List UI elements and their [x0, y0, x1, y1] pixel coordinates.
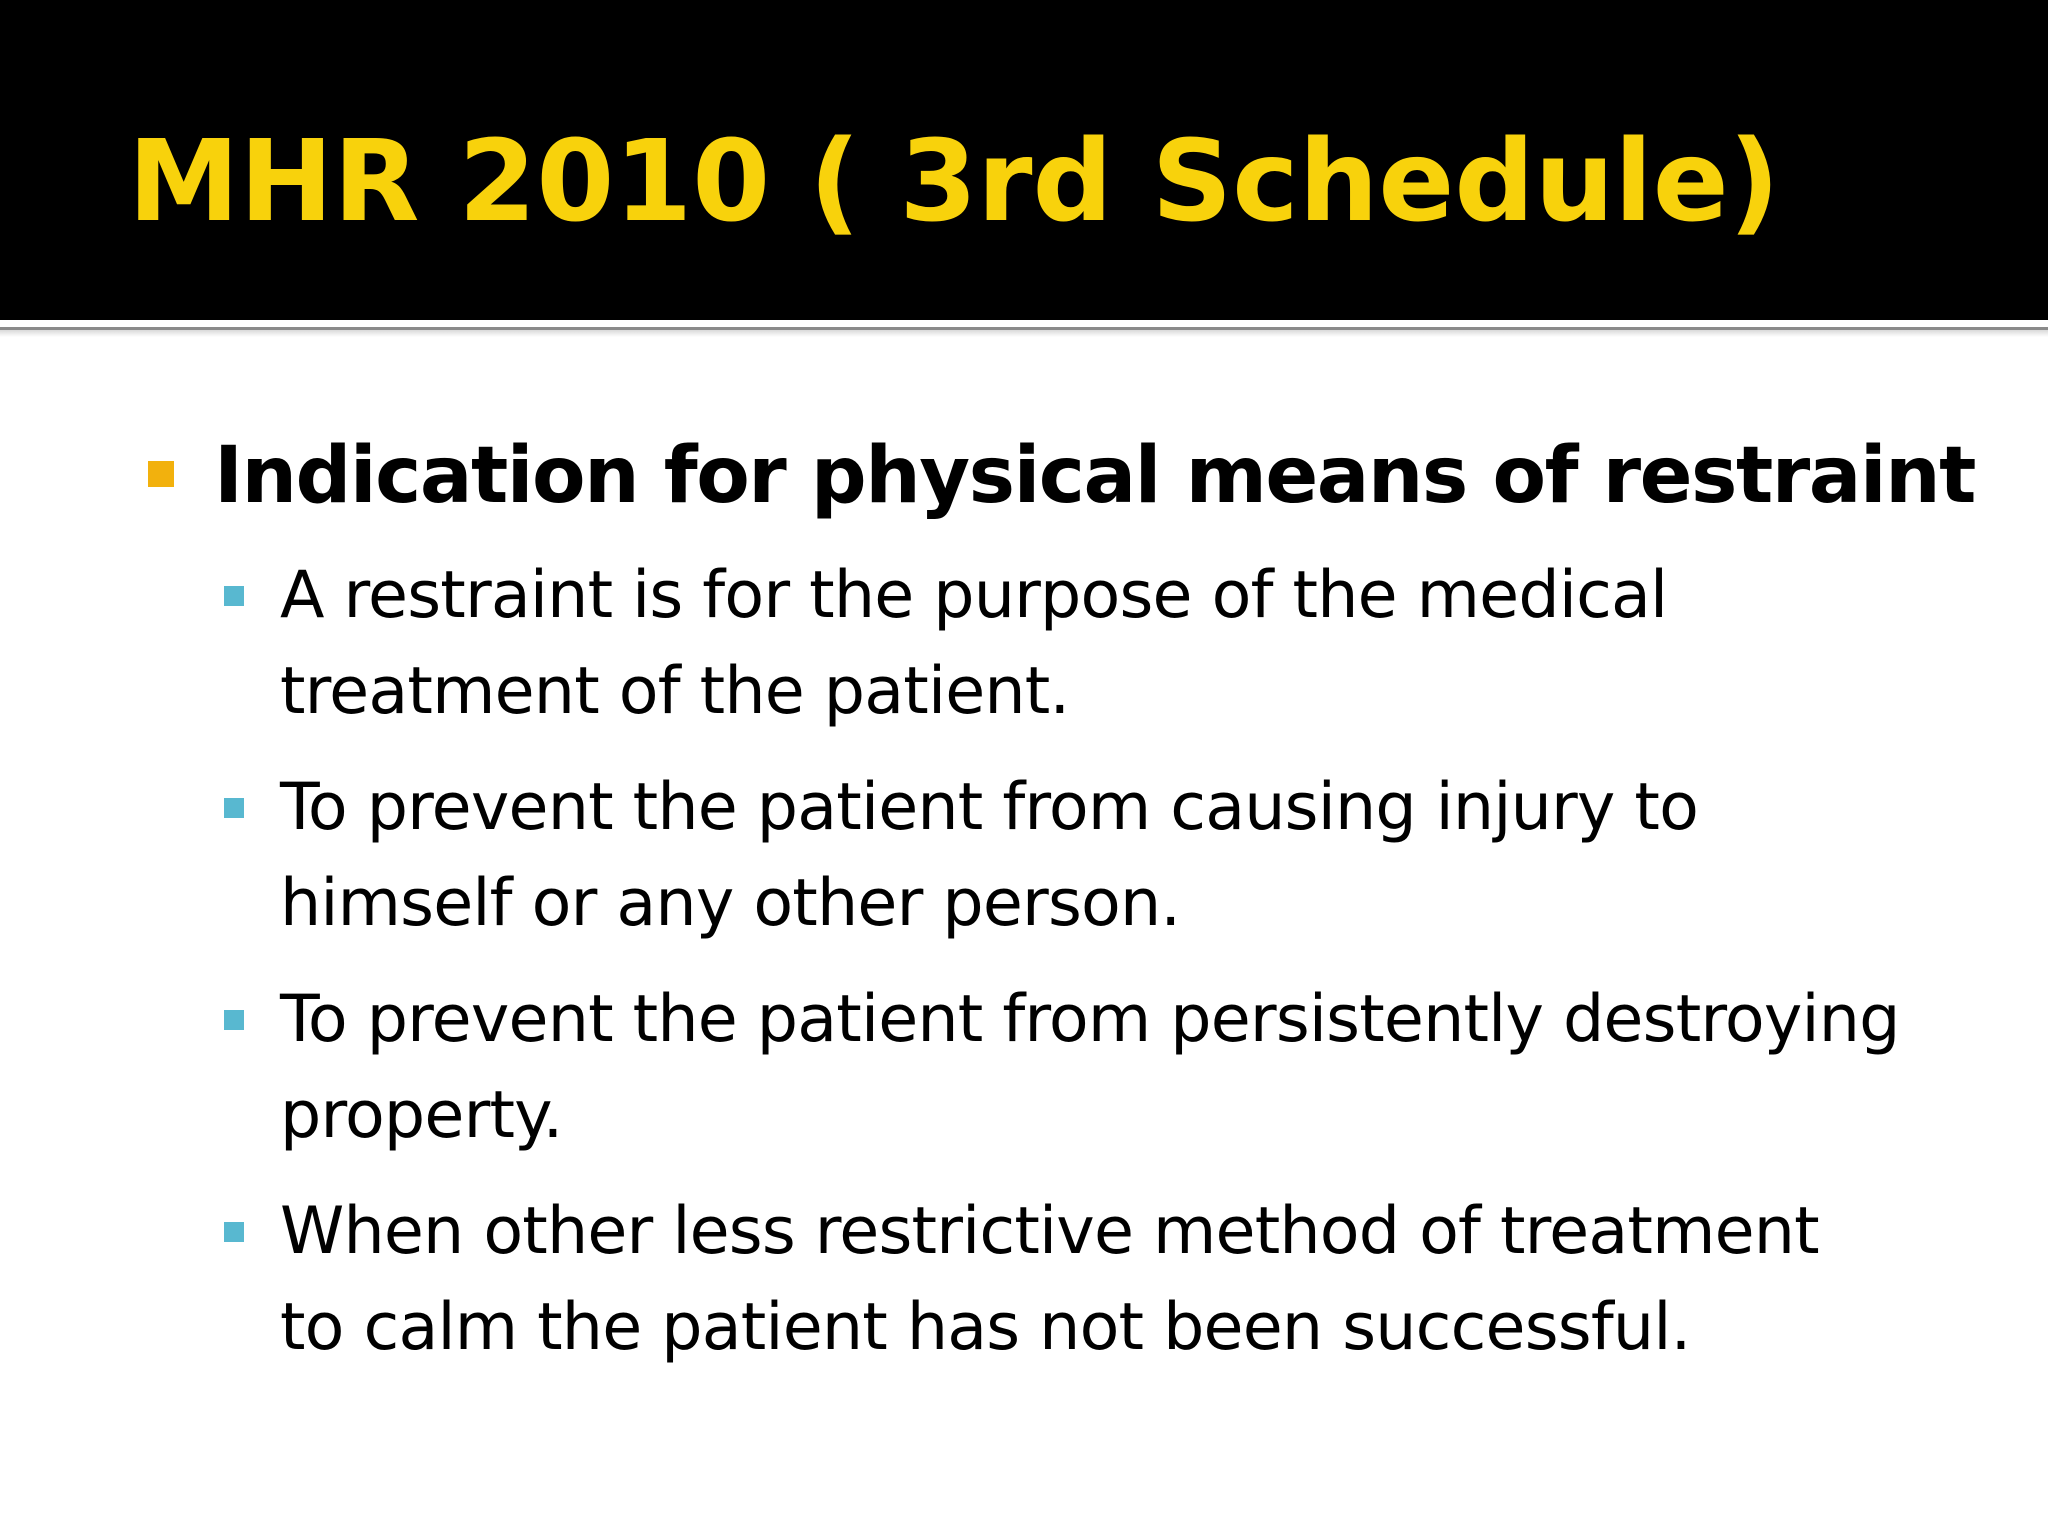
sub-bullet-icon [224, 1222, 244, 1242]
sub-bullet-icon [224, 1010, 244, 1030]
sub-point-text: To prevent the patient from causing injury to himself or any other person. [280, 770, 1699, 941]
main-bullet-icon [148, 461, 174, 487]
sub-point-text: To prevent the patient from persistently destroying property. [280, 982, 1900, 1153]
sub-bullet-icon [224, 586, 244, 606]
sub-bullet-icon [224, 798, 244, 818]
sub-point-text: A restraint is for the purpose of the medical treatment of the patient. [280, 558, 1668, 729]
sub-point-text: When other less restrictive method of treatment to calm the patient has not been successful. [280, 1194, 1819, 1365]
main-point: Indication for physical means of restraint [214, 431, 1975, 521]
slide-title: MHR 2010 ( 3rd Schedule) [128, 117, 1780, 247]
